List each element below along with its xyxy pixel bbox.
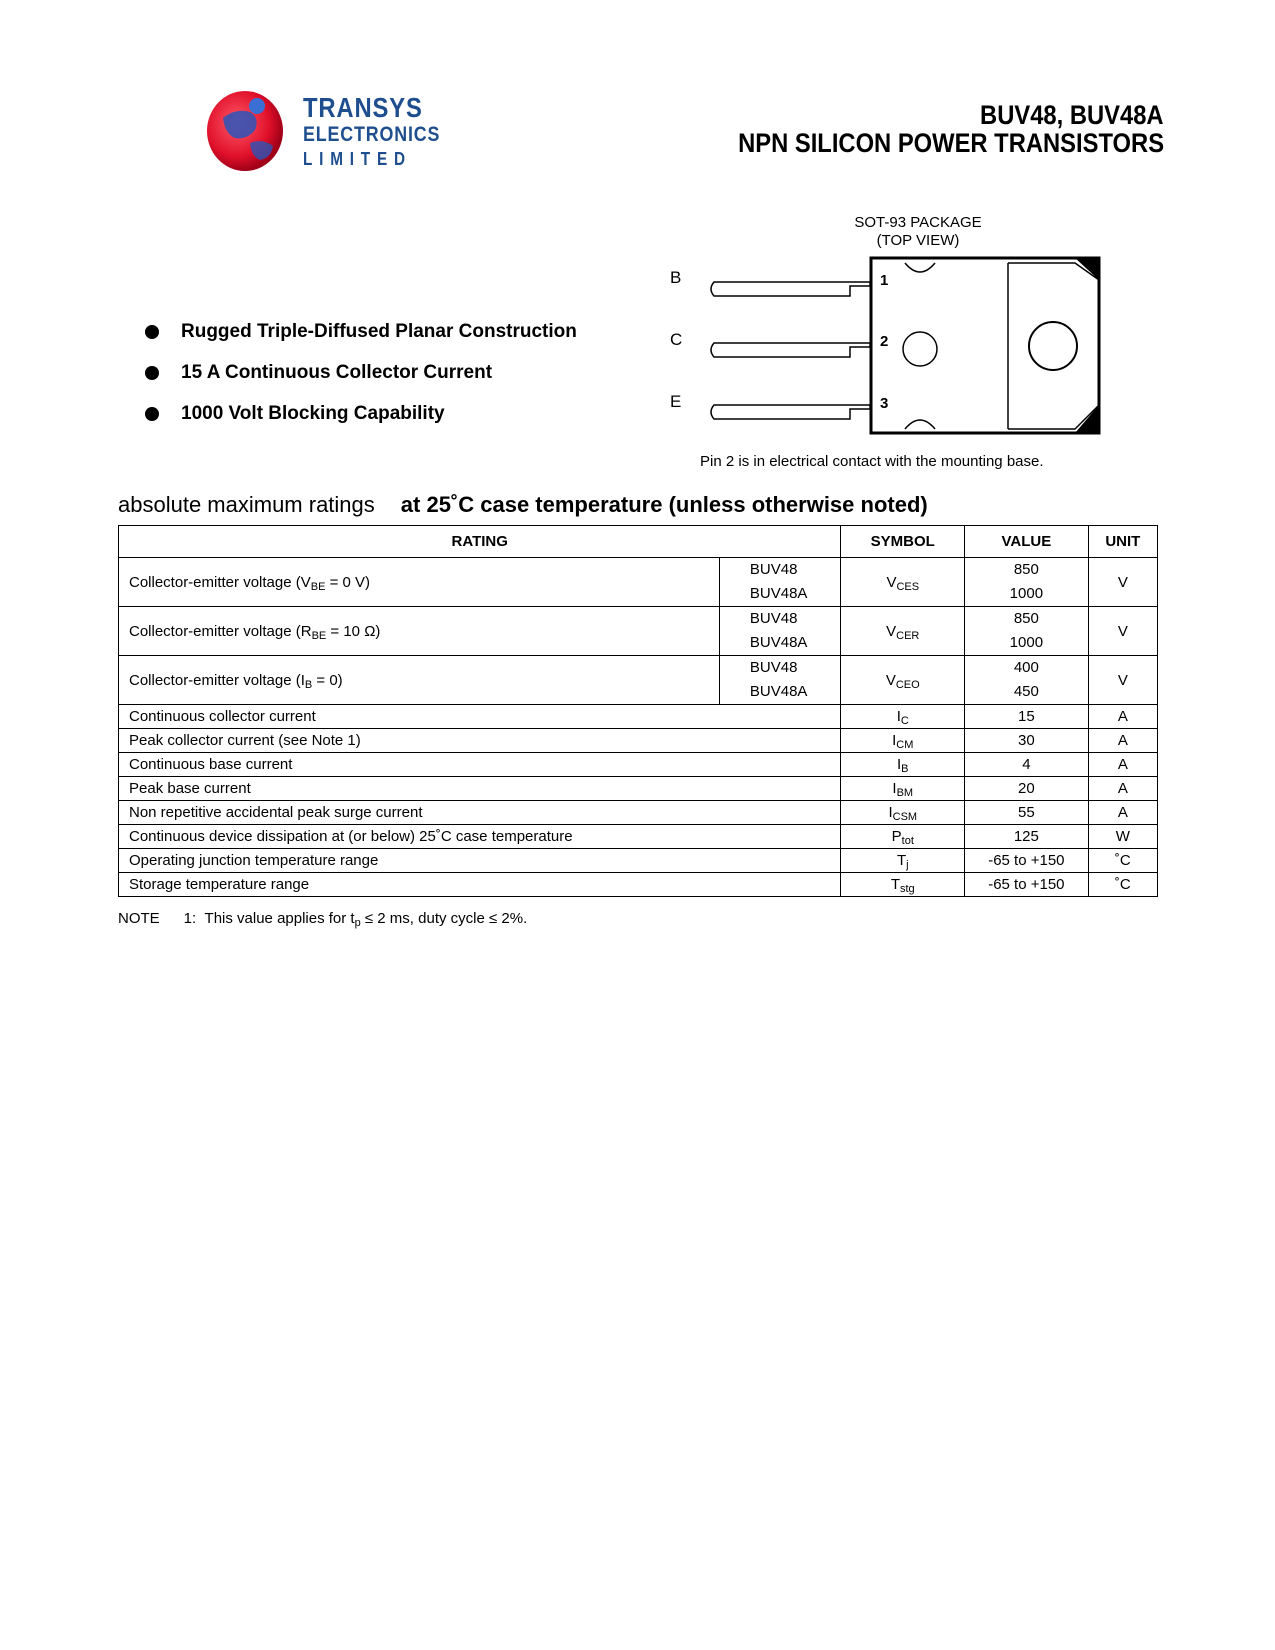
table-row bbox=[119, 729, 1158, 753]
ratings-table bbox=[118, 525, 1158, 897]
value-cell: 30 bbox=[965, 729, 1089, 753]
feature-text: Rugged Triple-Diffused Planar Construction bbox=[181, 321, 577, 342]
symbol-cell: $V_{CER}$ bbox=[841, 607, 965, 656]
symbol-cell: $I_{CM}$ bbox=[841, 729, 965, 753]
note-text: This value applies for $t_p \le 2$ ms, duty cycle ≤ 2%. bbox=[204, 910, 528, 929]
value-cell: 15 bbox=[965, 705, 1089, 729]
rating-cell: Continuous base current bbox=[119, 753, 841, 777]
pin-b-label: B bbox=[670, 268, 682, 287]
device-cell: BUV48 BUV48A bbox=[719, 607, 841, 656]
table-header-row bbox=[119, 526, 1158, 558]
symbol-cell: $V_{CES}$ bbox=[841, 558, 965, 607]
symbol-cell: $T_j$ bbox=[841, 849, 965, 873]
device-type-title: NPN SILICON POWER TRANSISTORS bbox=[738, 128, 1164, 158]
value-cell: 125 bbox=[965, 825, 1089, 849]
header-symbol: SYMBOL bbox=[841, 526, 965, 558]
table-row bbox=[119, 825, 1158, 849]
section-heading-normal: absolute maximum ratings bbox=[118, 492, 375, 517]
unit-cell: A bbox=[1088, 729, 1157, 753]
unit-cell: ˚C bbox=[1088, 849, 1157, 873]
globe-logo-icon bbox=[205, 88, 300, 178]
pin-c-label: C bbox=[670, 330, 683, 349]
value-cell: 850 1000 bbox=[965, 607, 1089, 656]
header-unit: UNIT bbox=[1088, 526, 1157, 558]
table-row bbox=[119, 873, 1158, 897]
value-cell: 20 bbox=[965, 777, 1089, 801]
value-cell: 400 450 bbox=[965, 656, 1089, 705]
rating-cell: Collector-emitter voltage ($R_{BE} = 10$ Ω) bbox=[119, 607, 720, 656]
unit-cell: A bbox=[1088, 777, 1157, 801]
section-heading-bold: at 25˚C case temperature (unless otherwise noted) bbox=[400, 492, 928, 517]
table-row bbox=[119, 777, 1158, 801]
device-cell: BUV48 BUV48A bbox=[719, 558, 841, 607]
unit-cell: W bbox=[1088, 825, 1157, 849]
symbol-cell: $V_{CEO}$ bbox=[841, 656, 965, 705]
value-cell: -65 to +150 bbox=[965, 873, 1089, 897]
unit-cell: V bbox=[1088, 607, 1157, 656]
note-label: NOTE bbox=[118, 910, 160, 927]
symbol-cell: $I_{CSM}$ bbox=[841, 801, 965, 825]
bullet-icon bbox=[145, 366, 159, 380]
unit-cell: V bbox=[1088, 558, 1157, 607]
pin-e-label: E bbox=[670, 392, 682, 411]
table-row bbox=[119, 705, 1158, 729]
table-row bbox=[119, 558, 1158, 607]
table-row bbox=[119, 656, 1158, 705]
symbol-cell: $I_{BM}$ bbox=[841, 777, 965, 801]
rating-cell: Continuous collector current bbox=[119, 705, 841, 729]
header-rating: RATING bbox=[119, 526, 841, 558]
package-view-caption: (TOP VIEW) bbox=[876, 232, 960, 249]
rating-cell: Storage temperature range bbox=[119, 873, 841, 897]
logo-line2: ELECTRONICS bbox=[303, 123, 441, 146]
feature-text: 15 A Continuous Collector Current bbox=[181, 362, 493, 383]
feature-item bbox=[145, 403, 445, 425]
rating-cell: Peak base current bbox=[119, 777, 841, 801]
note-number: 1: bbox=[183, 910, 197, 927]
value-cell: 4 bbox=[965, 753, 1089, 777]
logo-line1: TRANSYS bbox=[303, 92, 423, 123]
unit-cell: A bbox=[1088, 753, 1157, 777]
pin-3-number: 3 bbox=[880, 395, 889, 412]
bullet-icon bbox=[145, 407, 159, 421]
symbol-cell: $I_B$ bbox=[841, 753, 965, 777]
footnote bbox=[118, 910, 527, 927]
table-row bbox=[119, 801, 1158, 825]
pin-leads bbox=[711, 282, 870, 419]
value-cell: 55 bbox=[965, 801, 1089, 825]
symbol-cell: $T_{stg}$ bbox=[841, 873, 965, 897]
unit-cell: A bbox=[1088, 801, 1157, 825]
rating-cell: Collector-emitter voltage ($V_{BE} = 0$ V) bbox=[119, 558, 720, 607]
package-diagram bbox=[670, 255, 1135, 445]
symbol-cell: $P_{tot}$ bbox=[841, 825, 965, 849]
unit-cell: ˚C bbox=[1088, 873, 1157, 897]
rating-cell: Peak collector current (see Note 1) bbox=[119, 729, 841, 753]
logo-line3: LIMITED bbox=[303, 149, 412, 169]
rating-cell: Continuous device dissipation at (or below) 25˚C case temperature bbox=[119, 825, 841, 849]
bullet-icon bbox=[145, 325, 159, 339]
unit-cell: A bbox=[1088, 705, 1157, 729]
rating-cell: Collector-emitter voltage $(I_B = 0)$ bbox=[119, 656, 720, 705]
package-caption: SOT-93 PACKAGE bbox=[854, 214, 982, 231]
table-row bbox=[119, 753, 1158, 777]
feature-item bbox=[145, 321, 577, 343]
table-row bbox=[119, 607, 1158, 656]
device-cell: BUV48 BUV48A bbox=[719, 656, 841, 705]
pin-b-lead bbox=[711, 282, 870, 296]
pin-e-lead bbox=[711, 405, 870, 419]
pin-note: Pin 2 is in electrical contact with the mounting base. bbox=[700, 453, 1044, 470]
feature-item bbox=[145, 362, 492, 384]
section-heading bbox=[118, 492, 928, 518]
feature-text: 1000 Volt Blocking Capability bbox=[181, 403, 445, 424]
pin-2-number: 2 bbox=[880, 333, 889, 350]
part-number-title: BUV48, BUV48A bbox=[980, 100, 1164, 130]
unit-cell: V bbox=[1088, 656, 1157, 705]
rating-cell: Operating junction temperature range bbox=[119, 849, 841, 873]
rating-cell: Non repetitive accidental peak surge current bbox=[119, 801, 841, 825]
value-cell: -65 to +150 bbox=[965, 849, 1089, 873]
header-value: VALUE bbox=[965, 526, 1089, 558]
company-logo bbox=[205, 88, 441, 178]
package-body bbox=[871, 258, 1099, 433]
pin-1-number: 1 bbox=[880, 272, 889, 289]
table-row bbox=[119, 849, 1158, 873]
value-cell: 850 1000 bbox=[965, 558, 1089, 607]
pin-c-lead bbox=[711, 343, 870, 357]
symbol-cell: $I_C$ bbox=[841, 705, 965, 729]
